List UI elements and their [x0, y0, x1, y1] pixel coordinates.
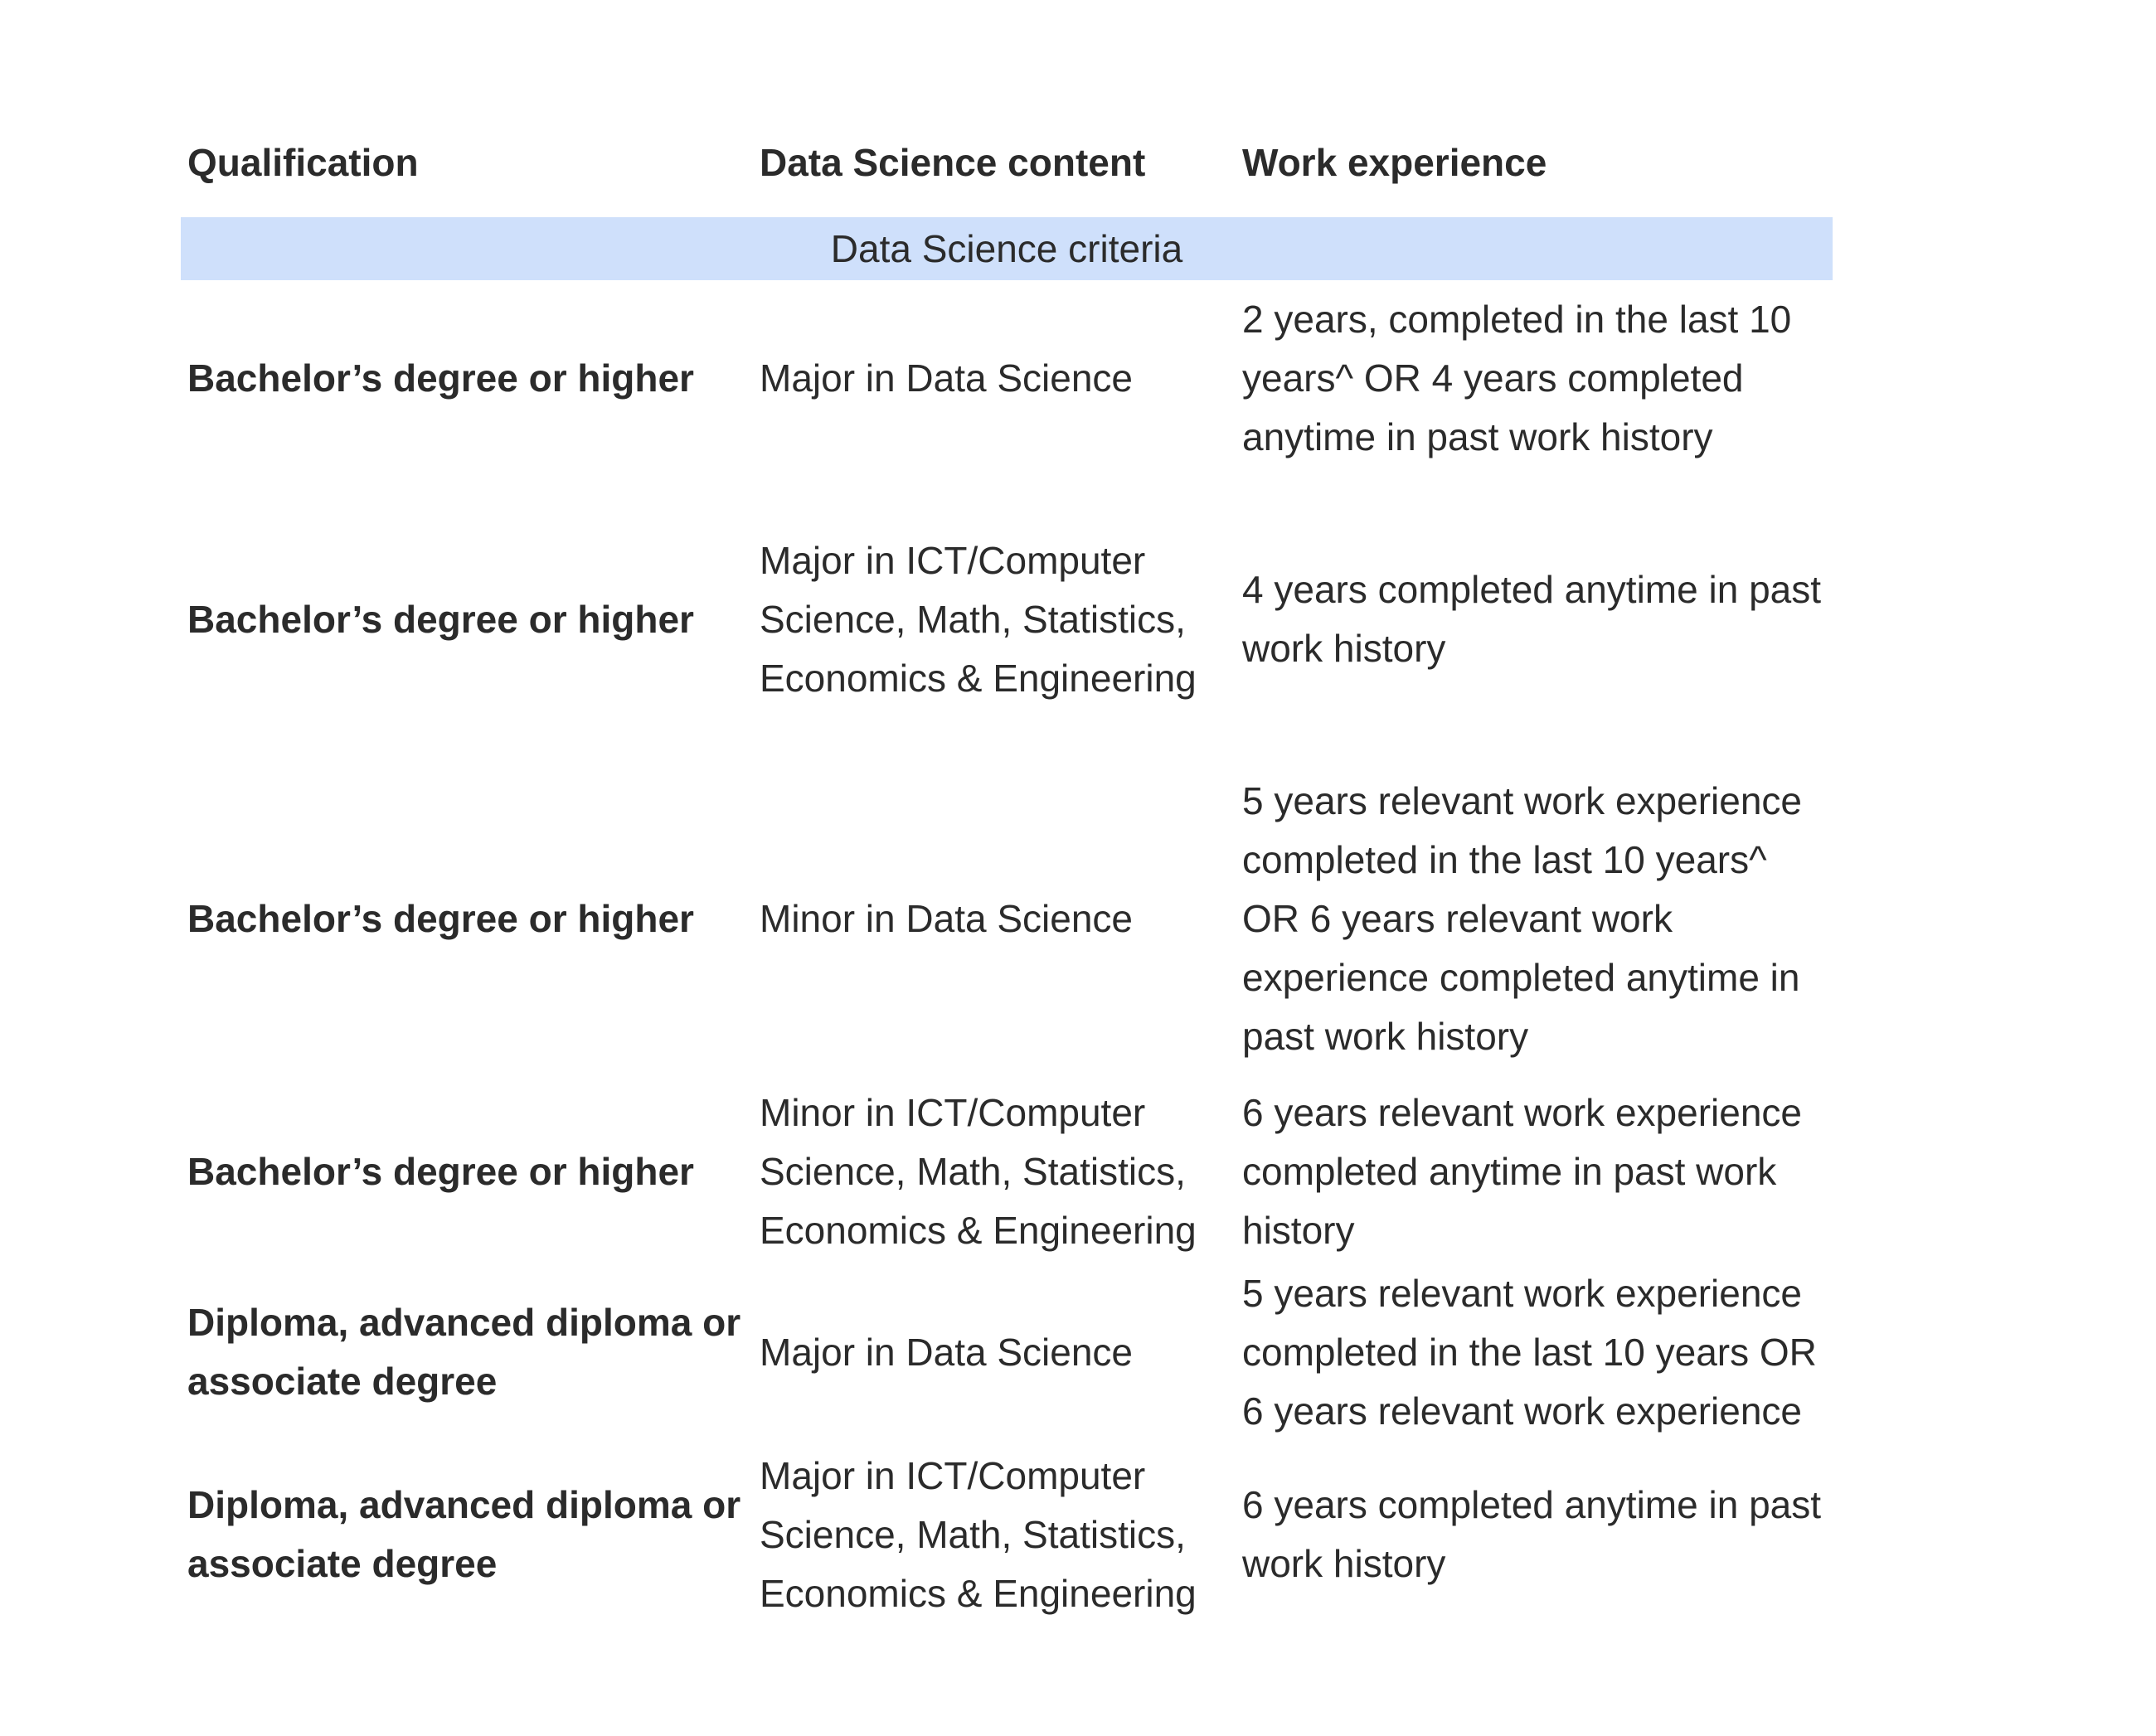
table-row	[181, 280, 1833, 476]
experience-cell: 5 years relevant work experience completed in the last 10 years OR 6 years relevant work experience	[1242, 1271, 1817, 1433]
qualification-cell: Bachelor’s degree or higher	[187, 356, 694, 400]
qualification-cell: Bachelor’s degree or higher	[187, 896, 694, 940]
qualification-cell: Bachelor’s degree or higher	[187, 597, 694, 641]
section-label: Data Science criteria	[830, 227, 1183, 270]
content-cell: Major in ICT/Computer Science, Math, Statistics, Economics & Engineering	[760, 538, 1197, 700]
table-header-row	[181, 124, 1833, 201]
header-qualification: Qualification	[187, 141, 419, 184]
header-content: Data Science content	[760, 141, 1146, 184]
qualification-cell: Diploma, advanced diploma or associate degree	[187, 1483, 741, 1585]
table-row	[181, 476, 1833, 763]
table-row	[181, 1436, 1833, 1633]
criteria-table	[181, 124, 1833, 1633]
experience-cell: 2 years, completed in the last 10 years^ OR 4 years completed anytime in past work history	[1242, 297, 1792, 458]
content-cell: Major in ICT/Computer Science, Math, Statistics, Economics & Engineering	[760, 1453, 1197, 1615]
content-cell: Major in Data Science	[760, 356, 1133, 400]
header-experience: Work experience	[1242, 141, 1547, 184]
experience-cell: 6 years relevant work experience completed anytime in past work history	[1242, 1090, 1802, 1252]
table-row	[181, 1268, 1833, 1436]
content-cell: Minor in Data Science	[760, 896, 1133, 940]
section-band	[181, 217, 1833, 280]
qualification-cell: Diploma, advanced diploma or associate degree	[187, 1301, 741, 1403]
content-cell: Minor in ICT/Computer Science, Math, Statistics, Economics & Engineering	[760, 1090, 1197, 1252]
experience-cell: 6 years completed anytime in past work history	[1242, 1483, 1822, 1585]
content-cell: Major in Data Science	[760, 1330, 1133, 1374]
experience-cell: 5 years relevant work experience completed in the last 10 years^ OR 6 years relevant work experience completed anytime in past work history	[1242, 778, 1802, 1058]
table-row	[181, 1074, 1833, 1268]
qualification-cell: Bachelor’s degree or higher	[187, 1149, 694, 1193]
experience-cell: 4 years completed anytime in past work history	[1242, 568, 1822, 670]
table-row	[181, 763, 1833, 1074]
